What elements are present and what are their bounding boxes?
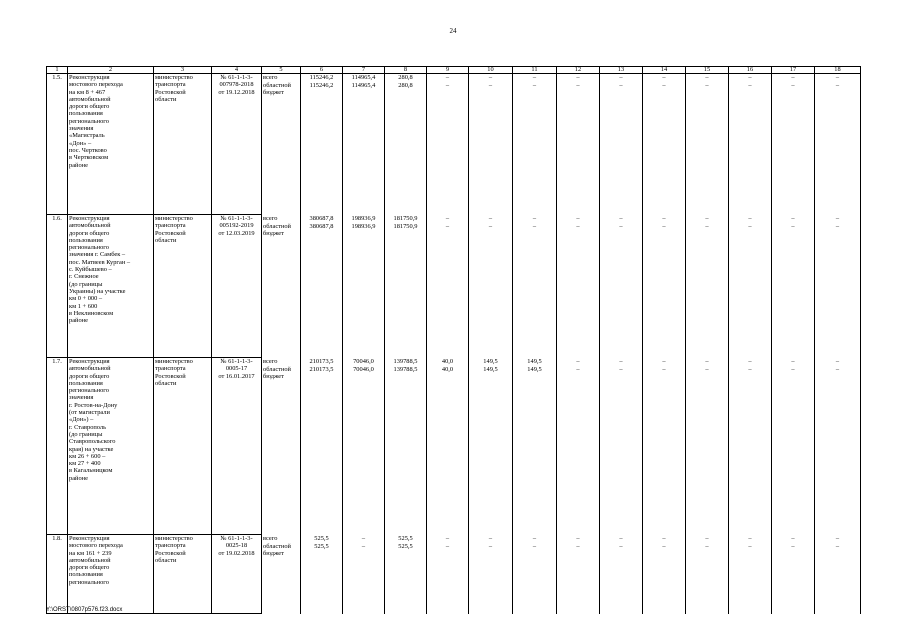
value-c12-budget: – (557, 82, 600, 215)
value-c15-total: – (686, 215, 729, 223)
row-number: 1.8. (47, 535, 68, 614)
object-name-line: дороги общего (69, 564, 110, 572)
row-number: 1.6. (47, 215, 68, 358)
table-row (47, 358, 861, 366)
value-total-budget: 210173,5 (301, 366, 343, 535)
object-name-line: регионального (69, 578, 109, 586)
responsible-org-line: транспорта (155, 365, 186, 373)
responsible-org-line: Ростовской (155, 229, 186, 237)
responsible-org-line: транспорта (155, 222, 186, 230)
value-c15-budget: – (686, 82, 729, 215)
responsible-org (154, 535, 212, 614)
responsible-org-line: Ростовской (155, 88, 186, 96)
value-c14-total: – (643, 358, 686, 366)
value-c9-total: – (427, 535, 469, 543)
value-c17-budget: – (772, 366, 815, 535)
expertise-conclusion-line: № 61-1-1-3- (220, 358, 253, 365)
object-name-line: дороги общего (69, 229, 110, 237)
object-name-line: г. Ростов-на-Дону (69, 401, 118, 409)
value-c10-total: 149,5 (469, 358, 513, 366)
object-name-line: «Дон» – (69, 139, 92, 147)
object-name-line: автомобильной (69, 95, 111, 103)
value-total-budget: 115246,2 (301, 82, 343, 215)
object-name-line: районе (69, 474, 88, 482)
expertise-conclusion-line: от 19.02.2018 (218, 549, 255, 557)
value-total-total: 525,5 (301, 535, 343, 543)
value-c7-total: 70046,0 (343, 358, 385, 366)
value-c18-total: – (815, 215, 861, 223)
value-c17-total: – (772, 215, 815, 223)
object-name-line: в Неклиновском (69, 309, 114, 317)
column-number-row (47, 67, 861, 74)
expertise-conclusion (212, 535, 262, 614)
object-name-line: (от магистрали (69, 409, 110, 417)
funding-source-budget (262, 82, 301, 215)
value-c8-budget: 181750,9 (385, 223, 427, 358)
value-c13-total: – (600, 535, 643, 543)
value-c7-total: 198936,9 (343, 215, 385, 223)
object-name-line: автомобильной (69, 365, 111, 373)
column-number: 4 (212, 67, 262, 74)
value-total-budget: 380687,8 (301, 223, 343, 358)
object-name-line: пос. Матвеев Курган – (69, 258, 131, 266)
value-c16-budget: – (729, 223, 772, 358)
value-c9-budget: – (427, 223, 469, 358)
object-name-line: Реконструкция (69, 215, 110, 222)
value-c17-total: – (772, 358, 815, 366)
column-number: 8 (385, 67, 427, 74)
value-c12-budget: – (557, 223, 600, 358)
value-c11-total: – (513, 215, 557, 223)
funding-source-budget (262, 366, 301, 535)
responsible-org-line: транспорта (155, 81, 186, 89)
responsible-org-line: транспорта (155, 542, 186, 550)
funding-source-budget (262, 223, 301, 358)
expertise-conclusion-line: от 19.12.2018 (218, 88, 255, 96)
object-name-line: Реконструкция (69, 358, 110, 365)
value-c11-total: – (513, 74, 557, 82)
object-name-line: пользования (69, 379, 103, 387)
object-name-line: на км 8 + 467 (69, 88, 106, 96)
object-name-line: в Чертковском (69, 154, 109, 162)
value-c8-budget: 525,5 (385, 543, 427, 614)
value-c16-budget: – (729, 543, 772, 614)
column-number: 3 (154, 67, 212, 74)
value-c10-total: – (469, 74, 513, 82)
funding-source-line: бюджет (263, 372, 284, 380)
value-c9-total: – (427, 74, 469, 82)
value-c16-budget: – (729, 82, 772, 215)
expertise-conclusion-line: от 16.01.2017 (218, 372, 255, 380)
responsible-org-line: министерство (155, 358, 193, 365)
file-path-footer: Y:\ORST\0807p576.f23.docx (46, 607, 123, 613)
value-c15-total: – (686, 74, 729, 82)
value-c10-total: – (469, 215, 513, 223)
value-c15-total: – (686, 535, 729, 543)
column-number: 9 (427, 67, 469, 74)
program-table (46, 66, 861, 614)
value-c8-total: 525,5 (385, 535, 427, 543)
value-c9-total: 40,0 (427, 358, 469, 366)
object-name-line: Реконструкция (69, 74, 110, 81)
object-name-line: «Дон») – (69, 416, 94, 424)
value-c8-total: 280,8 (385, 74, 427, 82)
funding-source-line: областной (263, 542, 291, 550)
value-c15-total: – (686, 358, 729, 366)
column-number: 13 (600, 67, 643, 74)
responsible-org (154, 215, 212, 358)
value-c13-total: – (600, 74, 643, 82)
table-row (47, 74, 861, 82)
value-c10-budget: – (469, 223, 513, 358)
object-name-line: с. Куйбышево – (69, 266, 112, 274)
object-name-line: регионального (69, 387, 109, 395)
object-name-line: в Кагальницком (69, 467, 113, 475)
object-name-line: автомобильной (69, 556, 111, 564)
object-name-line: пользования (69, 571, 103, 579)
value-c7-budget: 70046,0 (343, 366, 385, 535)
value-c8-total: 139788,5 (385, 358, 427, 366)
object-name-line: г. Ставрополь (69, 423, 107, 431)
expertise-conclusion-line: 005192-2019 (219, 222, 254, 230)
value-c11-total: – (513, 535, 557, 543)
funding-source-total: всего (262, 535, 301, 543)
value-c10-budget: 149,5 (469, 366, 513, 535)
expertise-conclusion-line: 0005-17 (225, 365, 248, 373)
responsible-org-line: министерство (155, 215, 193, 222)
value-c9-budget: – (427, 543, 469, 614)
object-name-line: пользования (69, 110, 103, 118)
value-c8-budget: 139788,5 (385, 366, 427, 535)
expertise-conclusion-line: 007978-2018 (219, 81, 254, 89)
table-row (47, 215, 861, 223)
funding-source-total: всего (262, 74, 301, 82)
value-c12-total: – (557, 535, 600, 543)
object-name-line: Реконструкция (69, 535, 110, 542)
expertise-conclusion-line: 0025-18 (225, 542, 248, 550)
object-name-line: районе (69, 317, 88, 325)
value-c14-budget: – (643, 543, 686, 614)
funding-source-line: бюджет (263, 229, 284, 237)
value-c18-total: – (815, 358, 861, 366)
value-total-total: 210173,5 (301, 358, 343, 366)
object-name-line: (до границы (69, 280, 103, 288)
value-c17-total: – (772, 74, 815, 82)
row-number: 1.5. (47, 74, 68, 215)
object-name-line: мостового перехода (69, 81, 123, 89)
object-name-line: дороги общего (69, 372, 110, 380)
column-number: 14 (643, 67, 686, 74)
value-c11-budget: – (513, 543, 557, 614)
value-c11-total: 149,5 (513, 358, 557, 366)
object-name-line: км 26 + 600 – (69, 452, 106, 460)
value-c8-budget: 280,8 (385, 82, 427, 215)
responsible-org-line: Ростовской (155, 549, 186, 557)
table-row (47, 535, 861, 543)
responsible-org-line: министерство (155, 535, 193, 542)
value-c18-budget: – (815, 543, 861, 614)
object-name-line: регионального (69, 244, 109, 252)
value-c7-total: – (343, 535, 385, 543)
value-c13-total: – (600, 215, 643, 223)
object-name (68, 358, 154, 535)
funding-source-line: областной (263, 365, 291, 373)
value-c13-budget: – (600, 366, 643, 535)
object-name-line: мостового перехода (69, 542, 123, 550)
value-c7-total: 114965,4 (343, 74, 385, 82)
object-name-line: дороги общего (69, 103, 110, 111)
value-c7-budget: 114965,4 (343, 82, 385, 215)
column-number: 17 (772, 67, 815, 74)
funding-source-total: всего (262, 215, 301, 223)
value-c11-budget: – (513, 82, 557, 215)
object-name-line: регионального (69, 117, 109, 125)
value-c7-budget: – (343, 543, 385, 614)
value-c18-total: – (815, 74, 861, 82)
object-name-line: км 0 + 000 – (69, 295, 103, 303)
value-c18-budget: – (815, 82, 861, 215)
value-c13-budget: – (600, 223, 643, 358)
expertise-conclusion-line: № 61-1-1-3- (220, 535, 253, 542)
column-number: 2 (68, 67, 154, 74)
value-c13-budget: – (600, 82, 643, 215)
value-c12-total: – (557, 215, 600, 223)
funding-source-line: областной (263, 222, 291, 230)
object-name-line: Украины) на участке (69, 287, 126, 295)
value-c12-budget: – (557, 366, 600, 535)
object-name-line: автомобильной (69, 222, 111, 230)
responsible-org-line: области (155, 379, 177, 387)
value-c16-total: – (729, 74, 772, 82)
value-c9-budget: – (427, 82, 469, 215)
value-c13-budget: – (600, 543, 643, 614)
value-c9-total: – (427, 215, 469, 223)
expertise-conclusion-line: от 12.03.2019 (218, 229, 255, 237)
value-total-total: 115246,2 (301, 74, 343, 82)
object-name (68, 215, 154, 358)
column-number: 15 (686, 67, 729, 74)
value-total-budget: 525,5 (301, 543, 343, 614)
funding-source-line: бюджет (263, 88, 284, 96)
value-c14-total: – (643, 215, 686, 223)
value-c12-total: – (557, 358, 600, 366)
page-number: 24 (449, 27, 457, 35)
object-name-line: Ставропольского (69, 438, 116, 446)
value-c14-budget: – (643, 82, 686, 215)
value-c14-budget: – (643, 366, 686, 535)
funding-source-line: областной (263, 81, 291, 89)
expertise-conclusion-line: № 61-1-1-3- (220, 74, 253, 81)
value-c14-budget: – (643, 223, 686, 358)
object-name-line: г. Снежное (69, 273, 99, 281)
object-name (68, 74, 154, 215)
expertise-conclusion-line: № 61-1-1-3- (220, 215, 253, 222)
value-c12-budget: – (557, 543, 600, 614)
column-number: 18 (815, 67, 861, 74)
column-number: 1 (47, 67, 68, 74)
value-c14-total: – (643, 535, 686, 543)
responsible-org-line: области (155, 556, 177, 564)
object-name-line: значения (69, 125, 94, 133)
column-number: 10 (469, 67, 513, 74)
object-name-line: значения (69, 394, 94, 402)
responsible-org (154, 74, 212, 215)
row-number: 1.7. (47, 358, 68, 535)
responsible-org-line: Ростовской (155, 372, 186, 380)
value-c12-total: – (557, 74, 600, 82)
value-c16-total: – (729, 215, 772, 223)
value-c17-total: – (772, 535, 815, 543)
value-c15-budget: – (686, 223, 729, 358)
funding-source-total: всего (262, 358, 301, 366)
object-name (68, 535, 154, 614)
object-name-line: края) на участке (69, 445, 114, 453)
value-c11-budget: 149,5 (513, 366, 557, 535)
value-c16-budget: – (729, 366, 772, 535)
value-c17-budget: – (772, 543, 815, 614)
value-c10-total: – (469, 535, 513, 543)
value-c14-total: – (643, 74, 686, 82)
column-number: 12 (557, 67, 600, 74)
value-c10-budget: – (469, 543, 513, 614)
object-name-line: (до границы (69, 430, 103, 438)
value-c18-budget: – (815, 223, 861, 358)
column-number: 11 (513, 67, 557, 74)
funding-source-budget (262, 543, 301, 614)
value-total-total: 380687,8 (301, 215, 343, 223)
column-number: 6 (301, 67, 343, 74)
responsible-org (154, 358, 212, 535)
responsible-org-line: области (155, 95, 177, 103)
value-c15-budget: – (686, 543, 729, 614)
column-number: 7 (343, 67, 385, 74)
responsible-org-line: области (155, 236, 177, 244)
value-c8-total: 181750,9 (385, 215, 427, 223)
object-name-line: «Магистраль (69, 132, 105, 140)
funding-source-line: бюджет (263, 549, 284, 557)
object-name-line: значения г. Самбек – (69, 251, 126, 259)
value-c18-total: – (815, 535, 861, 543)
object-name-line: районе (69, 161, 88, 169)
column-number: 16 (729, 67, 772, 74)
value-c18-budget: – (815, 366, 861, 535)
value-c11-budget: – (513, 223, 557, 358)
column-number: 5 (262, 67, 301, 74)
object-name-line: пользования (69, 236, 103, 244)
expertise-conclusion (212, 74, 262, 215)
value-c13-total: – (600, 358, 643, 366)
expertise-conclusion (212, 358, 262, 535)
object-name-line: км 27 + 400 (69, 460, 101, 468)
object-name-line: пос. Чертково (69, 146, 107, 154)
object-name-line: на км 161 + 239 (69, 549, 112, 557)
value-c15-budget: – (686, 366, 729, 535)
value-c7-budget: 198936,9 (343, 223, 385, 358)
value-c10-budget: – (469, 82, 513, 215)
value-c16-total: – (729, 358, 772, 366)
responsible-org-line: министерство (155, 74, 193, 81)
value-c9-budget: 40,0 (427, 366, 469, 535)
object-name-line: км 1 + 600 (69, 302, 98, 310)
value-c17-budget: – (772, 82, 815, 215)
value-c16-total: – (729, 535, 772, 543)
value-c17-budget: – (772, 223, 815, 358)
expertise-conclusion (212, 215, 262, 358)
